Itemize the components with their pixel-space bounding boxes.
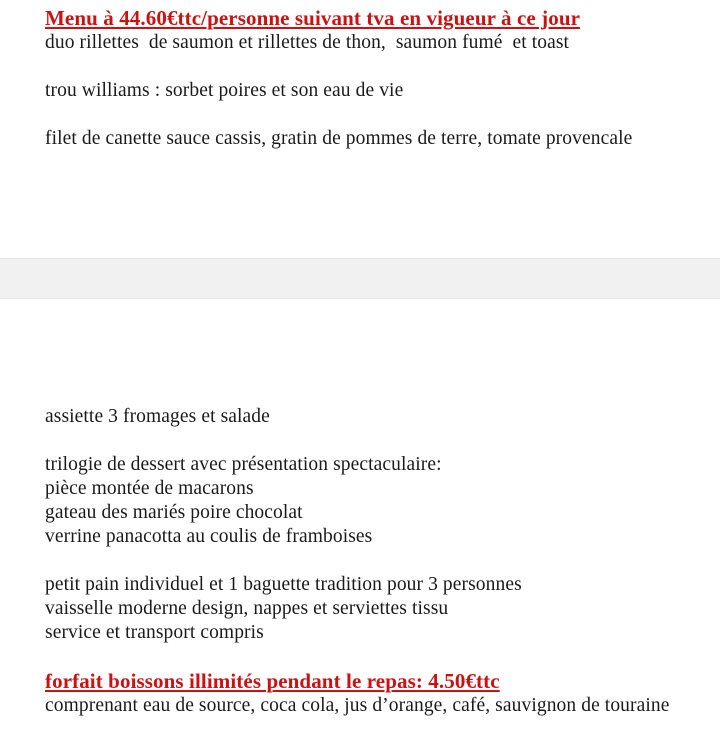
spacer bbox=[45, 103, 720, 127]
menu-price-heading: Menu à 44.60€ttc/personne suivant tva en vigueur à ce jour bbox=[45, 6, 581, 30]
spacer bbox=[45, 55, 720, 79]
service-item-bread: petit pain individuel et 1 baguette tradition pour 3 personnes bbox=[45, 574, 522, 595]
upper-content bbox=[0, 0, 720, 151]
page-section-lower bbox=[0, 299, 720, 751]
service-item-tableware: vaisselle moderne design, nappes et serviettes tissu bbox=[45, 598, 449, 619]
cheese-line: assiette 3 fromages et salade bbox=[45, 406, 270, 427]
service-item-transport: service et transport compris bbox=[45, 622, 264, 643]
dessert-intro-line: trilogie de dessert avec présentation spectaculaire: bbox=[45, 454, 442, 475]
spacer bbox=[45, 549, 720, 573]
starter-line: duo rillettes de saumon et rillettes de thon, saumon fumé et toast bbox=[45, 32, 570, 53]
drinks-detail-line: comprenant eau de source, coca cola, jus d’orange, café, sauvignon de touraine bbox=[45, 695, 670, 716]
sorbet-line: trou williams : sorbet poires et son eau de vie bbox=[45, 80, 404, 101]
dessert-item-macarons: pièce montée de macarons bbox=[45, 478, 254, 499]
dessert-item-verrine: verrine panacotta au coulis de framboises bbox=[45, 526, 373, 547]
main-course-line: filet de canette sauce cassis, gratin de pommes de terre, tomate provencale bbox=[45, 128, 633, 149]
spacer bbox=[45, 429, 720, 453]
spacer bbox=[45, 645, 720, 669]
dessert-item-gateau: gateau des mariés poire chocolat bbox=[45, 502, 303, 523]
drinks-package-heading: forfait boissons illimités pendant le repas: 4.50€ttc bbox=[45, 669, 500, 693]
page-separator-band bbox=[0, 258, 720, 299]
lower-content bbox=[0, 299, 720, 718]
page-section-upper bbox=[0, 0, 720, 258]
